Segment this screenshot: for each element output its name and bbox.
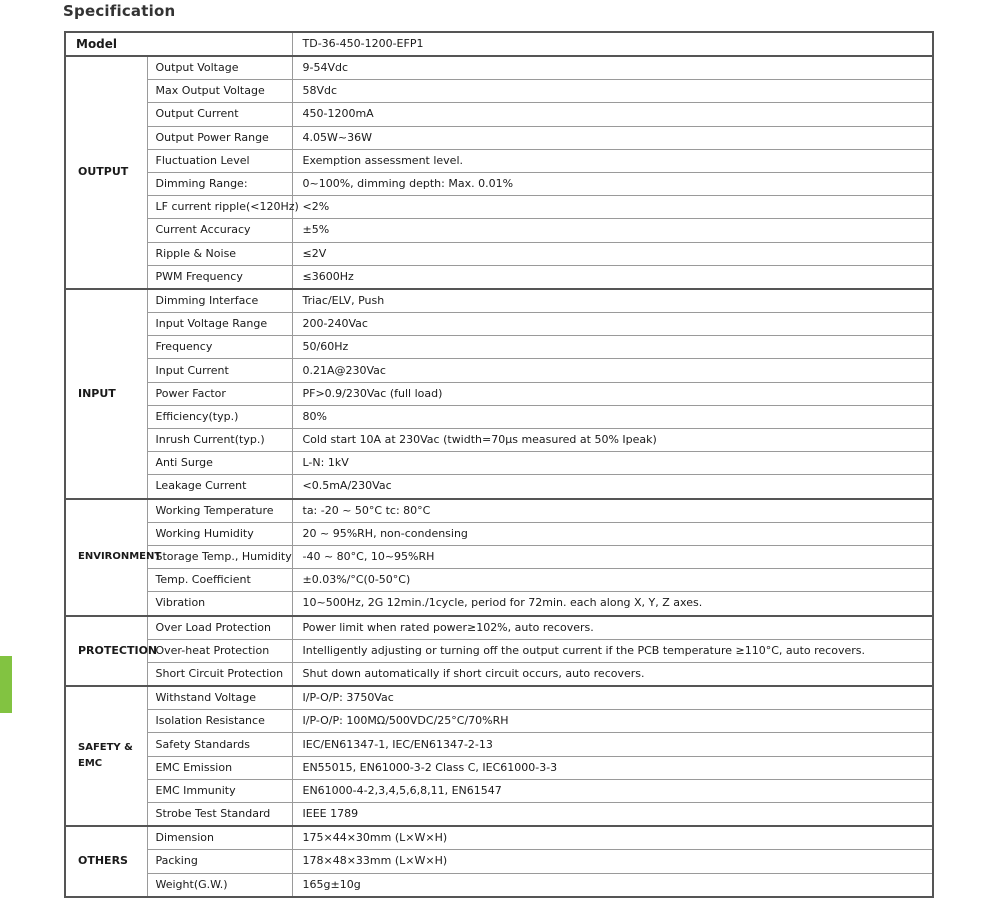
- table-row: [65, 662, 933, 686]
- parameter-value: EN55015, EN61000-3-2 Class C, IEC61000-3-3: [292, 756, 933, 779]
- table-row: [65, 592, 933, 616]
- parameter-name: Dimming Interface: [147, 289, 292, 313]
- parameter-value: I/P-O/P: 3750Vac: [292, 686, 933, 710]
- parameter-value: 0~100%, dimming depth: Max. 0.01%: [292, 172, 933, 195]
- parameter-name: Packing: [147, 850, 292, 873]
- parameter-value: I/P-O/P: 100MΩ/500VDC/25°C/70%RH: [292, 710, 933, 733]
- parameter-name: Frequency: [147, 336, 292, 359]
- table-row: [65, 265, 933, 289]
- parameter-value: <2%: [292, 196, 933, 219]
- parameter-value: Exemption assessment level.: [292, 149, 933, 172]
- parameter-name: Current Accuracy: [147, 219, 292, 242]
- parameter-name: Output Voltage: [147, 56, 292, 80]
- model-label: Model: [65, 32, 292, 56]
- parameter-name: Over Load Protection: [147, 616, 292, 640]
- parameter-value: 10~500Hz, 2G 12min./1cycle, period for 72min. each along X, Y, Z axes.: [292, 592, 933, 616]
- parameter-name: Safety Standards: [147, 733, 292, 756]
- table-row: [65, 405, 933, 428]
- parameter-name: Working Humidity: [147, 522, 292, 545]
- table-row: [65, 756, 933, 779]
- table-row: [65, 826, 933, 850]
- parameter-name: PWM Frequency: [147, 265, 292, 289]
- table-row: [65, 569, 933, 592]
- parameter-name: Anti Surge: [147, 452, 292, 475]
- parameter-value: 80%: [292, 405, 933, 428]
- table-row: [65, 733, 933, 756]
- parameter-value: ≤3600Hz: [292, 265, 933, 289]
- parameter-value: Intelligently adjusting or turning off the output current if the PCB temperature ≥110°C, auto recovers.: [292, 639, 933, 662]
- parameter-name: EMC Immunity: [147, 779, 292, 802]
- parameter-value: -40 ~ 80°C, 10~95%RH: [292, 545, 933, 568]
- table-row: [65, 522, 933, 545]
- table-row: [65, 289, 933, 313]
- parameter-name: Dimension: [147, 826, 292, 850]
- parameter-name: Efficiency(typ.): [147, 405, 292, 428]
- parameter-name: Inrush Current(typ.): [147, 429, 292, 452]
- parameter-value: IEC/EN61347-1, IEC/EN61347-2-13: [292, 733, 933, 756]
- table-row: [65, 219, 933, 242]
- parameter-name: LF current ripple(<120Hz): [147, 196, 292, 219]
- parameter-name: Input Current: [147, 359, 292, 382]
- parameter-name: Storage Temp., Humidity: [147, 545, 292, 568]
- parameter-value: 58Vdc: [292, 80, 933, 103]
- model-value: TD-36-450-1200-EFP1: [292, 32, 933, 56]
- parameter-name: Output Current: [147, 103, 292, 126]
- section-label: SAFETY & EMC: [65, 686, 147, 826]
- parameter-name: Dimming Range:: [147, 172, 292, 195]
- table-row: [65, 172, 933, 195]
- table-row: [65, 639, 933, 662]
- parameter-value: ±5%: [292, 219, 933, 242]
- table-row: [65, 336, 933, 359]
- section-label: INPUT: [65, 289, 147, 499]
- parameter-value: 178×48×33mm (L×W×H): [292, 850, 933, 873]
- table-row: [65, 382, 933, 405]
- table-row: [65, 103, 933, 126]
- parameter-value: IEEE 1789: [292, 803, 933, 827]
- parameter-value: 50/60Hz: [292, 336, 933, 359]
- parameter-value: Triac/ELV, Push: [292, 289, 933, 313]
- table-row: [65, 686, 933, 710]
- table-row: [65, 873, 933, 897]
- table-row: [65, 242, 933, 265]
- model-row: [65, 32, 933, 56]
- table-row: [65, 499, 933, 523]
- parameter-name: Strobe Test Standard: [147, 803, 292, 827]
- parameter-value: 165g±10g: [292, 873, 933, 897]
- table-row: [65, 196, 933, 219]
- section-label: ENVIRONMENT: [65, 499, 147, 616]
- parameter-name: Over-heat Protection: [147, 639, 292, 662]
- section-label: OUTPUT: [65, 56, 147, 289]
- parameter-value: ta: -20 ~ 50°C tc: 80°C: [292, 499, 933, 523]
- side-color-tab: [0, 656, 12, 713]
- table-row: [65, 710, 933, 733]
- parameter-name: Withstand Voltage: [147, 686, 292, 710]
- table-row: [65, 149, 933, 172]
- table-row: [65, 779, 933, 802]
- table-row: [65, 126, 933, 149]
- parameter-value: PF>0.9/230Vac (full load): [292, 382, 933, 405]
- parameter-value: Cold start 10A at 230Vac (twidth=70μs measured at 50% Ipeak): [292, 429, 933, 452]
- parameter-value: EN61000-4-2,3,4,5,6,8,11, EN61547: [292, 779, 933, 802]
- table-row: [65, 429, 933, 452]
- parameter-value: 175×44×30mm (L×W×H): [292, 826, 933, 850]
- parameter-value: 0.21A@230Vac: [292, 359, 933, 382]
- table-row: [65, 452, 933, 475]
- parameter-name: Temp. Coefficient: [147, 569, 292, 592]
- parameter-name: Weight(G.W.): [147, 873, 292, 897]
- parameter-value: L-N: 1kV: [292, 452, 933, 475]
- parameter-name: Fluctuation Level: [147, 149, 292, 172]
- parameter-value: ±0.03%/°C(0-50°C): [292, 569, 933, 592]
- parameter-value: 200-240Vac: [292, 313, 933, 336]
- parameter-value: 4.05W~36W: [292, 126, 933, 149]
- table-row: [65, 803, 933, 827]
- specification-table: [64, 31, 934, 898]
- table-row: [65, 313, 933, 336]
- parameter-value: ≤2V: [292, 242, 933, 265]
- parameter-value: Shut down automatically if short circuit occurs, auto recovers.: [292, 662, 933, 686]
- specification-table-body: [65, 32, 933, 897]
- table-row: [65, 56, 933, 80]
- parameter-value: <0.5mA/230Vac: [292, 475, 933, 499]
- parameter-name: Max Output Voltage: [147, 80, 292, 103]
- table-row: [65, 545, 933, 568]
- parameter-value: Power limit when rated power≥102%, auto recovers.: [292, 616, 933, 640]
- parameter-name: Power Factor: [147, 382, 292, 405]
- parameter-name: Vibration: [147, 592, 292, 616]
- table-row: [65, 616, 933, 640]
- parameter-value: 450-1200mA: [292, 103, 933, 126]
- parameter-value: 9-54Vdc: [292, 56, 933, 80]
- parameter-name: Short Circuit Protection: [147, 662, 292, 686]
- table-row: [65, 359, 933, 382]
- table-row: [65, 80, 933, 103]
- table-row: [65, 475, 933, 499]
- parameter-name: Leakage Current: [147, 475, 292, 499]
- table-row: [65, 850, 933, 873]
- parameter-value: 20 ~ 95%RH, non-condensing: [292, 522, 933, 545]
- page-title: Specification: [63, 2, 176, 20]
- parameter-name: Working Temperature: [147, 499, 292, 523]
- section-label: OTHERS: [65, 826, 147, 897]
- parameter-name: EMC Emission: [147, 756, 292, 779]
- parameter-name: Output Power Range: [147, 126, 292, 149]
- parameter-name: Ripple & Noise: [147, 242, 292, 265]
- parameter-name: Input Voltage Range: [147, 313, 292, 336]
- parameter-name: Isolation Resistance: [147, 710, 292, 733]
- section-label: PROTECTION: [65, 616, 147, 687]
